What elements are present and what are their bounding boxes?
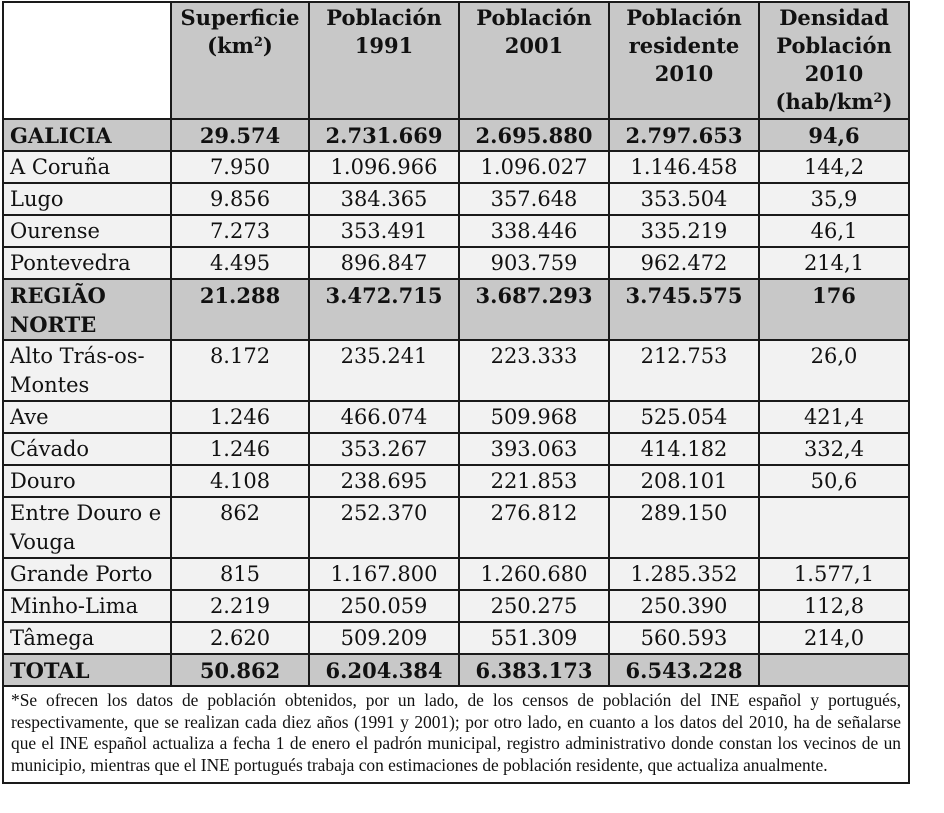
region-name-cell: Ave: [3, 401, 171, 433]
value-cell: 250.275: [459, 590, 609, 622]
header-superficie: [171, 2, 309, 119]
value-cell: 50,6: [759, 465, 909, 497]
value-cell: 7.950: [171, 151, 309, 183]
table-row: [3, 433, 909, 465]
value-cell: 393.063: [459, 433, 609, 465]
value-cell: 1.285.352: [609, 558, 759, 590]
header-superficie-text: Superficie $(km^2)$: [180, 5, 300, 58]
value-cell: 357.648: [459, 183, 609, 215]
value-cell: 223.333: [459, 340, 609, 401]
value-cell: 8.172: [171, 340, 309, 401]
value-cell: 238.695: [309, 465, 459, 497]
population-table: [2, 1, 910, 784]
region-name-cell: Entre Douro e Vouga: [3, 497, 171, 558]
header-row: [3, 2, 909, 119]
value-cell: 353.504: [609, 183, 759, 215]
value-cell: 2.219: [171, 590, 309, 622]
header-poblacion-2001: [459, 2, 609, 119]
value-cell: 112,8: [759, 590, 909, 622]
table-row: [3, 215, 909, 247]
table-row: [3, 465, 909, 497]
region-name-cell: A Coruña: [3, 151, 171, 183]
value-cell: 353.267: [309, 433, 459, 465]
table-row: [3, 247, 909, 279]
table-row: [3, 183, 909, 215]
value-cell: 221.853: [459, 465, 609, 497]
header-poblacion-2001-text: Población 2001: [476, 5, 592, 58]
value-cell: 46,1: [759, 215, 909, 247]
region-name-cell: GALICIA: [3, 119, 171, 151]
value-cell: 21.288: [171, 279, 309, 340]
header-poblacion-1991: [309, 2, 459, 119]
value-cell: 1.246: [171, 401, 309, 433]
region-name-cell: Tâmega: [3, 622, 171, 654]
value-cell: 214,1: [759, 247, 909, 279]
table-row: [3, 340, 909, 401]
value-cell: 525.054: [609, 401, 759, 433]
region-name-cell: Ourense: [3, 215, 171, 247]
value-cell: [759, 654, 909, 686]
value-cell: 335.219: [609, 215, 759, 247]
population-table-container: [2, 1, 908, 784]
value-cell: 4.495: [171, 247, 309, 279]
value-cell: 2.620: [171, 622, 309, 654]
value-cell: 903.759: [459, 247, 609, 279]
value-cell: 560.593: [609, 622, 759, 654]
value-cell: 962.472: [609, 247, 759, 279]
value-cell: 1.167.800: [309, 558, 459, 590]
value-cell: 896.847: [309, 247, 459, 279]
value-cell: 6.543.228: [609, 654, 759, 686]
value-cell: 208.101: [609, 465, 759, 497]
value-cell: 289.150: [609, 497, 759, 558]
value-cell: 29.574: [171, 119, 309, 151]
value-cell: 50.862: [171, 654, 309, 686]
value-cell: 144,2: [759, 151, 909, 183]
table-row: [3, 558, 909, 590]
value-cell: 250.390: [609, 590, 759, 622]
value-cell: 1.146.458: [609, 151, 759, 183]
value-cell: 353.491: [309, 215, 459, 247]
summary-row: [3, 279, 909, 340]
value-cell: 509.968: [459, 401, 609, 433]
value-cell: 466.074: [309, 401, 459, 433]
summary-row: [3, 119, 909, 151]
region-name-cell: Minho-Lima: [3, 590, 171, 622]
value-cell: 4.108: [171, 465, 309, 497]
region-name-cell: Alto Trás-os-Montes: [3, 340, 171, 401]
region-name-cell: TOTAL: [3, 654, 171, 686]
value-cell: 414.182: [609, 433, 759, 465]
value-cell: 35,9: [759, 183, 909, 215]
value-cell: 26,0: [759, 340, 909, 401]
header-poblacion-residente-2010-text: Población residente 2010: [626, 5, 742, 86]
table-row: [3, 151, 909, 183]
value-cell: 551.309: [459, 622, 609, 654]
value-cell: 6.383.173: [459, 654, 609, 686]
value-cell: 235.241: [309, 340, 459, 401]
value-cell: 1.260.680: [459, 558, 609, 590]
header-poblacion-1991-text: Población 1991: [326, 5, 442, 58]
value-cell: 94,6: [759, 119, 909, 151]
value-cell: 862: [171, 497, 309, 558]
value-cell: 509.209: [309, 622, 459, 654]
header-densidad-2010-text: Densidad Población 2010 $(hab/km^2)$: [775, 5, 893, 114]
table-row: [3, 401, 909, 433]
table-row: [3, 497, 909, 558]
value-cell: 1.096.966: [309, 151, 459, 183]
footnote-text: *Se ofrecen los datos de población obtenidos, por un lado, de los censos de población del INE español y portugués, respectivamente, que se realizan cada diez años (1991 y 2001); por otro lado, en cuanto a los datos del 2010, ha de señalarse que el INE español actualiza a fecha 1 de enero el padrón municipal, registro administrativo donde constan los vecinos de un municipio, mientras que el INE portugués trabaja con estimaciones de población residente, que actualiza anualmente.: [3, 686, 909, 783]
header-corner-cell: [3, 2, 171, 119]
value-cell: [759, 497, 909, 558]
value-cell: 9.856: [171, 183, 309, 215]
region-name-cell: REGIÃO NORTE: [3, 279, 171, 340]
header-poblacion-residente-2010: [609, 2, 759, 119]
value-cell: 1.577,1: [759, 558, 909, 590]
value-cell: 815: [171, 558, 309, 590]
value-cell: 250.059: [309, 590, 459, 622]
table-row: [3, 622, 909, 654]
value-cell: 3.745.575: [609, 279, 759, 340]
summary-row: [3, 654, 909, 686]
value-cell: 7.273: [171, 215, 309, 247]
region-name-cell: Lugo: [3, 183, 171, 215]
value-cell: 1.096.027: [459, 151, 609, 183]
value-cell: 1.246: [171, 433, 309, 465]
table-row: [3, 590, 909, 622]
region-name-cell: Grande Porto: [3, 558, 171, 590]
value-cell: 3.472.715: [309, 279, 459, 340]
value-cell: 276.812: [459, 497, 609, 558]
value-cell: 384.365: [309, 183, 459, 215]
value-cell: 6.204.384: [309, 654, 459, 686]
header-densidad-2010: [759, 2, 909, 119]
region-name-cell: Cávado: [3, 433, 171, 465]
value-cell: 214,0: [759, 622, 909, 654]
value-cell: 2.695.880: [459, 119, 609, 151]
footnote-row: [3, 686, 909, 783]
value-cell: 332,4: [759, 433, 909, 465]
value-cell: 252.370: [309, 497, 459, 558]
value-cell: 2.731.669: [309, 119, 459, 151]
value-cell: 3.687.293: [459, 279, 609, 340]
value-cell: 2.797.653: [609, 119, 759, 151]
region-name-cell: Pontevedra: [3, 247, 171, 279]
value-cell: 212.753: [609, 340, 759, 401]
value-cell: 338.446: [459, 215, 609, 247]
value-cell: 421,4: [759, 401, 909, 433]
region-name-cell: Douro: [3, 465, 171, 497]
value-cell: 176: [759, 279, 909, 340]
